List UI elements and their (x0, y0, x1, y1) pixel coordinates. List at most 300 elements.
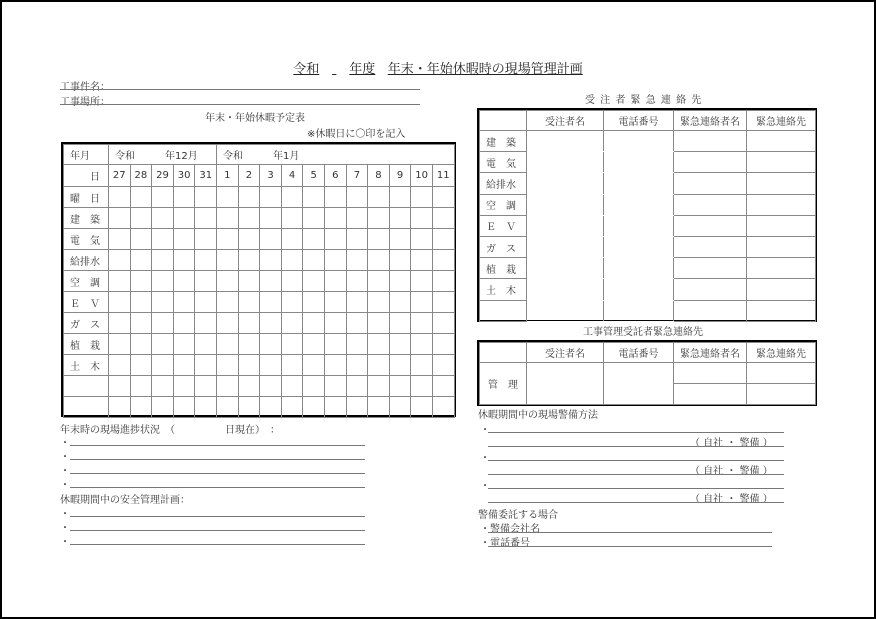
holiday-mark-cell[interactable] (432, 376, 454, 397)
holiday-mark-cell[interactable] (130, 355, 152, 376)
project-site-label: 工事場所： (60, 97, 110, 108)
holiday-mark-cell[interactable] (346, 229, 368, 250)
holiday-mark-cell[interactable] (389, 355, 411, 376)
holiday-mark-cell[interactable] (368, 250, 390, 271)
holiday-mark-cell[interactable] (303, 376, 325, 397)
weekday-cell[interactable] (303, 187, 325, 208)
holiday-mark-cell[interactable] (324, 334, 346, 355)
holiday-mark-cell[interactable] (303, 250, 325, 271)
contractor-contacts-frame (477, 108, 817, 322)
cc-entry-cell[interactable] (674, 279, 747, 300)
holiday-mark-cell[interactable] (109, 355, 131, 376)
holiday-mark-cell[interactable] (368, 376, 390, 397)
holiday-mark-cell[interactable] (303, 355, 325, 376)
cc-entry-cell[interactable] (747, 258, 816, 279)
holiday-mark-cell[interactable] (303, 292, 325, 313)
day-cell: 31 (195, 165, 217, 187)
cc-entry-cell[interactable] (527, 215, 604, 236)
cc-entry-cell[interactable] (747, 236, 816, 257)
mc-column-header: 電話番号 (604, 343, 674, 363)
holiday-mark-cell[interactable] (432, 355, 454, 376)
cc-entry-cell[interactable] (527, 194, 604, 215)
holiday-mark-cell[interactable] (173, 355, 195, 376)
holiday-mark-cell[interactable] (238, 229, 260, 250)
holiday-mark-cell[interactable] (411, 292, 433, 313)
cc-row (480, 300, 816, 321)
holiday-mark-cell[interactable] (281, 376, 303, 397)
management-contacts-header (480, 343, 816, 363)
holiday-mark-cell[interactable] (260, 334, 282, 355)
holiday-mark-cell[interactable] (303, 271, 325, 292)
holiday-mark-cell[interactable] (173, 313, 195, 334)
cc-entry-cell[interactable] (674, 236, 747, 257)
form-title (0, 58, 876, 77)
security-option-line (488, 474, 784, 475)
cc-entry-cell[interactable] (674, 300, 747, 321)
cc-entry-cell[interactable] (747, 194, 816, 215)
progress-line[interactable] (70, 445, 365, 446)
cc-entry-cell[interactable] (674, 194, 747, 215)
holiday-mark-cell[interactable] (173, 250, 195, 271)
holiday-mark-cell[interactable] (195, 250, 217, 271)
holiday-mark-cell[interactable] (195, 334, 217, 355)
holiday-mark-cell[interactable] (195, 229, 217, 250)
holiday-mark-cell[interactable] (152, 355, 174, 376)
holiday-mark-cell[interactable] (260, 376, 282, 397)
progress-label: 年末時の現場進捗状況 （ 日現在） ： (60, 425, 280, 436)
contractor-contacts-header (480, 111, 816, 131)
holiday-mark-cell[interactable] (152, 334, 174, 355)
schedule-table-frame (61, 142, 456, 417)
holiday-mark-cell[interactable] (346, 334, 368, 355)
holiday-mark-cell[interactable] (217, 208, 239, 229)
contractor-contacts-table (479, 110, 816, 322)
holiday-mark-cell[interactable] (130, 250, 152, 271)
holiday-mark-cell[interactable] (130, 376, 152, 397)
weekday-cell[interactable] (173, 187, 195, 208)
management-contacts-table (479, 342, 816, 405)
holiday-mark-cell[interactable] (217, 334, 239, 355)
safety-line[interactable] (70, 516, 365, 517)
holiday-mark-cell[interactable] (346, 250, 368, 271)
weekday-cell[interactable] (432, 187, 454, 208)
cc-column-header: 緊急連絡者名 (674, 111, 747, 131)
weekday-cell[interactable] (346, 187, 368, 208)
weekday-cell[interactable] (389, 187, 411, 208)
holiday-mark-cell[interactable] (217, 376, 239, 397)
holiday-mark-cell[interactable] (411, 313, 433, 334)
weekday-cell[interactable] (195, 187, 217, 208)
holiday-mark-cell[interactable] (195, 355, 217, 376)
holiday-mark-cell[interactable] (152, 376, 174, 397)
holiday-mark-cell[interactable] (130, 313, 152, 334)
holiday-mark-cell[interactable] (303, 313, 325, 334)
holiday-mark-cell[interactable] (238, 208, 260, 229)
cc-column-header: 受注者名 (527, 111, 604, 131)
holiday-mark-cell[interactable] (173, 271, 195, 292)
holiday-mark-cell[interactable] (324, 313, 346, 334)
weekday-cell[interactable] (411, 187, 433, 208)
holiday-mark-cell[interactable] (389, 376, 411, 397)
holiday-mark-cell[interactable] (152, 250, 174, 271)
trade-label: 電 気 (64, 229, 109, 250)
holiday-mark-cell[interactable] (260, 250, 282, 271)
cc-entry-cell[interactable] (747, 131, 816, 152)
holiday-mark-cell[interactable] (281, 292, 303, 313)
holiday-mark-cell[interactable] (324, 271, 346, 292)
holiday-mark-cell[interactable] (152, 271, 174, 292)
holiday-mark-cell[interactable] (109, 208, 131, 229)
management-row-label: 管 理 (480, 363, 527, 405)
trade-label (64, 376, 109, 397)
holiday-mark-cell[interactable] (217, 250, 239, 271)
cc-entry-cell[interactable] (674, 215, 747, 236)
cc-column-header: 電話番号 (604, 111, 674, 131)
trade-label: 建 築 (64, 208, 109, 229)
day-cell: 28 (130, 165, 152, 187)
holiday-mark-cell[interactable] (217, 292, 239, 313)
holiday-mark-cell[interactable] (152, 397, 174, 418)
security-line[interactable] (488, 488, 784, 489)
holiday-mark-cell[interactable] (130, 397, 152, 418)
holiday-mark-cell[interactable] (130, 271, 152, 292)
holiday-mark-cell[interactable] (238, 376, 260, 397)
weekday-cell[interactable] (281, 187, 303, 208)
holiday-mark-cell[interactable] (260, 313, 282, 334)
holiday-mark-cell[interactable] (346, 292, 368, 313)
security-option[interactable]: （ 自社 ・ 警備 ） (690, 438, 773, 449)
weekday-cell[interactable] (260, 187, 282, 208)
cc-entry-cell[interactable] (604, 152, 674, 173)
mc-contact-number-cell-2[interactable] (747, 384, 816, 405)
cc-row (480, 173, 816, 194)
holiday-mark-cell[interactable] (195, 292, 217, 313)
cc-row (480, 236, 816, 257)
holiday-mark-cell[interactable] (217, 397, 239, 418)
holiday-mark-cell[interactable] (389, 250, 411, 271)
holiday-mark-cell[interactable] (281, 334, 303, 355)
holiday-mark-cell[interactable] (368, 313, 390, 334)
holiday-mark-cell[interactable] (411, 208, 433, 229)
weekday-cell[interactable] (217, 187, 239, 208)
holiday-mark-cell[interactable] (260, 229, 282, 250)
holiday-mark-cell[interactable] (260, 355, 282, 376)
month-december: 令和 年12月 (109, 145, 217, 165)
cc-entry-cell[interactable] (604, 194, 674, 215)
holiday-mark-cell[interactable] (217, 229, 239, 250)
holiday-mark-cell[interactable] (173, 334, 195, 355)
holiday-mark-cell[interactable] (324, 229, 346, 250)
holiday-mark-cell[interactable] (389, 229, 411, 250)
holiday-mark-cell[interactable] (238, 397, 260, 418)
holiday-mark-cell[interactable] (281, 271, 303, 292)
security-phone-line[interactable] (488, 546, 772, 547)
title-era: 令和 (293, 62, 320, 77)
security-company-label: ・警備会社名 (480, 524, 540, 535)
holiday-mark-cell[interactable] (238, 271, 260, 292)
holiday-mark-cell[interactable] (281, 208, 303, 229)
schedule-trade-row (64, 397, 455, 418)
holiday-mark-cell[interactable] (324, 292, 346, 313)
holiday-mark-cell[interactable] (152, 208, 174, 229)
holiday-mark-cell[interactable] (324, 397, 346, 418)
cc-entry-cell[interactable] (527, 236, 604, 257)
holiday-mark-cell[interactable] (411, 271, 433, 292)
schedule-table (63, 144, 455, 418)
security-option-line (488, 446, 784, 447)
holiday-mark-cell[interactable] (109, 229, 131, 250)
project-site-line[interactable] (60, 104, 420, 105)
holiday-mark-cell[interactable] (432, 271, 454, 292)
holiday-mark-cell[interactable] (173, 229, 195, 250)
title-main: 年末・年始休暇時の現場管理計画 (387, 62, 583, 77)
holiday-mark-cell[interactable] (324, 250, 346, 271)
holiday-mark-cell[interactable] (109, 292, 131, 313)
progress-line[interactable] (70, 459, 365, 460)
safety-bullet: ・ (60, 509, 70, 520)
holiday-mark-cell[interactable] (432, 208, 454, 229)
holiday-mark-cell[interactable] (281, 313, 303, 334)
mc-contact-number-cell[interactable] (747, 363, 816, 384)
cc-trade-label: ガ ス (480, 236, 527, 257)
cc-entry-cell[interactable] (527, 258, 604, 279)
holiday-mark-cell[interactable] (432, 229, 454, 250)
holiday-mark-cell[interactable] (238, 250, 260, 271)
holiday-mark-cell[interactable] (217, 313, 239, 334)
holiday-mark-cell[interactable] (130, 334, 152, 355)
holiday-mark-cell[interactable] (152, 229, 174, 250)
cc-entry-cell[interactable] (604, 215, 674, 236)
cc-trade-label: 空 調 (480, 194, 527, 215)
holiday-mark-cell[interactable] (389, 313, 411, 334)
title-year-label: 年度 (349, 62, 376, 77)
holiday-mark-cell[interactable] (389, 271, 411, 292)
holiday-mark-cell[interactable] (195, 271, 217, 292)
cc-row (480, 215, 816, 236)
weekday-cell[interactable] (238, 187, 260, 208)
holiday-mark-cell[interactable] (324, 376, 346, 397)
cc-entry-cell[interactable] (604, 300, 674, 321)
holiday-mark-cell[interactable] (432, 250, 454, 271)
holiday-mark-cell[interactable] (389, 334, 411, 355)
holiday-mark-cell[interactable] (303, 334, 325, 355)
holiday-mark-cell[interactable] (324, 355, 346, 376)
holiday-mark-cell[interactable] (281, 397, 303, 418)
cc-trade-label (480, 300, 527, 321)
weekday-cell[interactable] (368, 187, 390, 208)
holiday-mark-cell[interactable] (432, 397, 454, 418)
management-row (480, 363, 816, 384)
cc-entry-cell[interactable] (604, 236, 674, 257)
security-phone-label: ・電話番号 (480, 538, 530, 549)
schedule-trade-row (64, 208, 455, 229)
cc-entry-cell[interactable] (747, 279, 816, 300)
cc-row (480, 131, 816, 152)
schedule-note: ※休暇日に〇印を記入 (307, 129, 406, 140)
holiday-mark-cell[interactable] (346, 397, 368, 418)
weekday-cell[interactable] (109, 187, 131, 208)
holiday-mark-cell[interactable] (173, 397, 195, 418)
holiday-mark-cell[interactable] (346, 208, 368, 229)
holiday-mark-cell[interactable] (281, 229, 303, 250)
holiday-mark-cell[interactable] (346, 313, 368, 334)
weekday-cell[interactable] (130, 187, 152, 208)
holiday-mark-cell[interactable] (281, 355, 303, 376)
holiday-mark-cell[interactable] (368, 208, 390, 229)
holiday-mark-cell[interactable] (195, 376, 217, 397)
holiday-mark-cell[interactable] (368, 355, 390, 376)
holiday-mark-cell[interactable] (389, 397, 411, 418)
mc-corner (480, 343, 527, 363)
month-row-label: 年月 (64, 145, 109, 165)
day-cell: 1 (217, 165, 239, 187)
holiday-mark-cell[interactable] (346, 355, 368, 376)
progress-line[interactable] (70, 473, 365, 474)
cc-entry-cell[interactable] (527, 131, 604, 152)
holiday-mark-cell[interactable] (368, 397, 390, 418)
cc-entry-cell[interactable] (747, 152, 816, 173)
project-name-line[interactable] (60, 89, 420, 90)
cc-entry-cell[interactable] (527, 173, 604, 194)
mc-column-header: 受注者名 (527, 343, 604, 363)
holiday-mark-cell[interactable] (303, 208, 325, 229)
cc-entry-cell[interactable] (674, 131, 747, 152)
day-cell: 10 (411, 165, 433, 187)
holiday-mark-cell[interactable] (109, 250, 131, 271)
day-cell: 9 (389, 165, 411, 187)
holiday-mark-cell[interactable] (411, 250, 433, 271)
holiday-mark-cell[interactable] (173, 208, 195, 229)
security-line[interactable] (488, 432, 784, 433)
cc-entry-cell[interactable] (747, 300, 816, 321)
holiday-mark-cell[interactable] (281, 250, 303, 271)
cc-entry-cell[interactable] (604, 173, 674, 194)
weekday-cell[interactable] (324, 187, 346, 208)
schedule-trade-row (64, 376, 455, 397)
holiday-mark-cell[interactable] (109, 334, 131, 355)
security-bullet: ・ (480, 481, 490, 492)
holiday-mark-cell[interactable] (260, 292, 282, 313)
cc-entry-cell[interactable] (527, 152, 604, 173)
holiday-mark-cell[interactable] (217, 271, 239, 292)
holiday-mark-cell[interactable] (411, 376, 433, 397)
cc-entry-cell[interactable] (604, 279, 674, 300)
progress-line[interactable] (70, 487, 365, 488)
holiday-mark-cell[interactable] (109, 271, 131, 292)
day-cell: 7 (346, 165, 368, 187)
security-option[interactable]: （ 自社 ・ 警備 ） (690, 466, 773, 477)
day-cell: 3 (260, 165, 282, 187)
mc-contact-name-cell[interactable] (674, 363, 747, 384)
cc-entry-cell[interactable] (674, 152, 747, 173)
holiday-mark-cell[interactable] (346, 376, 368, 397)
holiday-mark-cell[interactable] (432, 292, 454, 313)
safety-line[interactable] (70, 530, 365, 531)
holiday-mark-cell[interactable] (130, 208, 152, 229)
holiday-mark-cell[interactable] (109, 397, 131, 418)
trade-label: ガ ス (64, 313, 109, 334)
trade-label: 土 木 (64, 355, 109, 376)
security-option[interactable]: （ 自社 ・ 警備 ） (690, 494, 773, 505)
trade-label: 空 調 (64, 271, 109, 292)
mc-column-header: 緊急連絡先 (747, 343, 816, 363)
holiday-mark-cell[interactable] (346, 271, 368, 292)
holiday-mark-cell[interactable] (195, 397, 217, 418)
outsourced-label: 警備委託する場合 (478, 510, 558, 521)
holiday-mark-cell[interactable] (152, 313, 174, 334)
cc-entry-cell[interactable] (527, 279, 604, 300)
holiday-mark-cell[interactable] (368, 229, 390, 250)
holiday-mark-cell[interactable] (195, 313, 217, 334)
mc-phone-cell[interactable] (604, 363, 674, 405)
cc-entry-cell[interactable] (604, 131, 674, 152)
cc-trade-label: Ｅ Ｖ (480, 215, 527, 236)
holiday-mark-cell[interactable] (195, 208, 217, 229)
cc-trade-label: 植 栽 (480, 258, 527, 279)
cc-entry-cell[interactable] (747, 215, 816, 236)
holiday-mark-cell[interactable] (217, 355, 239, 376)
cc-entry-cell[interactable] (674, 173, 747, 194)
holiday-mark-cell[interactable] (411, 397, 433, 418)
mc-contact-name-cell-2[interactable] (674, 384, 747, 405)
holiday-mark-cell[interactable] (389, 208, 411, 229)
holiday-mark-cell[interactable] (432, 334, 454, 355)
progress-bullet: ・ (60, 480, 70, 491)
schedule-weekday-row (64, 187, 455, 208)
security-company-line[interactable] (488, 532, 772, 533)
holiday-mark-cell[interactable] (303, 397, 325, 418)
holiday-mark-cell[interactable] (238, 355, 260, 376)
cc-row (480, 279, 816, 300)
holiday-mark-cell[interactable] (109, 313, 131, 334)
holiday-mark-cell[interactable] (411, 334, 433, 355)
cc-entry-cell[interactable] (674, 258, 747, 279)
holiday-mark-cell[interactable] (130, 292, 152, 313)
holiday-mark-cell[interactable] (411, 229, 433, 250)
holiday-mark-cell[interactable] (238, 292, 260, 313)
holiday-mark-cell[interactable] (303, 229, 325, 250)
holiday-mark-cell[interactable] (368, 271, 390, 292)
holiday-mark-cell[interactable] (368, 292, 390, 313)
holiday-mark-cell[interactable] (173, 376, 195, 397)
holiday-mark-cell[interactable] (260, 208, 282, 229)
cc-entry-cell[interactable] (527, 300, 604, 321)
weekday-cell[interactable] (152, 187, 174, 208)
holiday-mark-cell[interactable] (173, 292, 195, 313)
holiday-mark-cell[interactable] (432, 313, 454, 334)
mc-contractor-cell[interactable] (527, 363, 604, 405)
security-line[interactable] (488, 460, 784, 461)
cc-entry-cell[interactable] (747, 173, 816, 194)
holiday-mark-cell[interactable] (109, 376, 131, 397)
schedule-trade-row (64, 250, 455, 271)
holiday-mark-cell[interactable] (368, 334, 390, 355)
holiday-mark-cell[interactable] (238, 334, 260, 355)
safety-line[interactable] (70, 544, 365, 545)
holiday-mark-cell[interactable] (411, 355, 433, 376)
weekday-row-label: 曜 日 (64, 187, 109, 208)
holiday-mark-cell[interactable] (260, 271, 282, 292)
holiday-mark-cell[interactable] (238, 313, 260, 334)
holiday-mark-cell[interactable] (389, 292, 411, 313)
holiday-mark-cell[interactable] (324, 208, 346, 229)
cc-entry-cell[interactable] (604, 258, 674, 279)
holiday-mark-cell[interactable] (260, 397, 282, 418)
cc-row (480, 152, 816, 173)
holiday-mark-cell[interactable] (130, 229, 152, 250)
holiday-mark-cell[interactable] (152, 292, 174, 313)
cc-column-header: 緊急連絡先 (747, 111, 816, 131)
